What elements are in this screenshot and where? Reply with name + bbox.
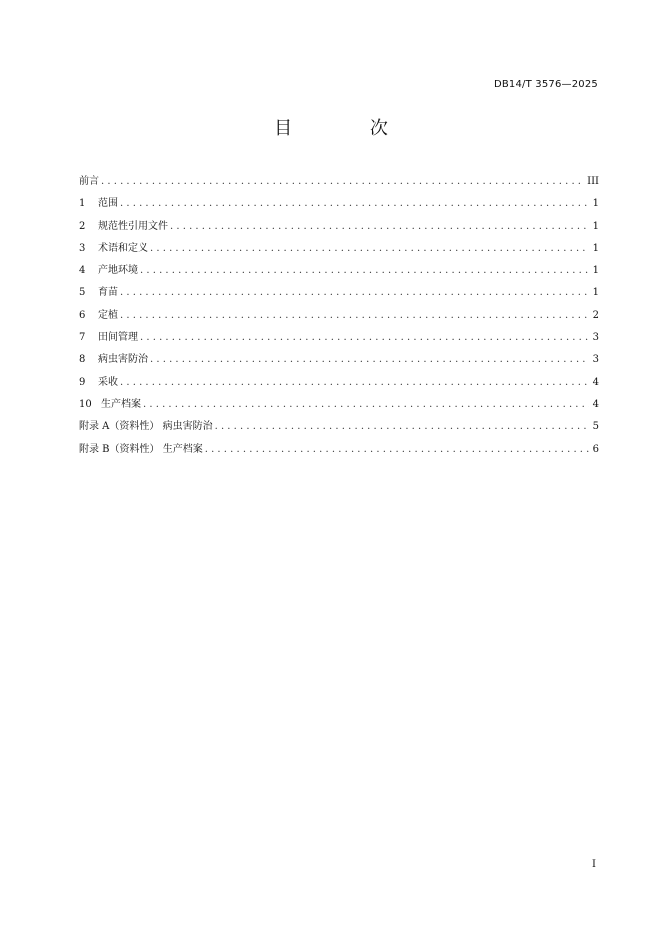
leader-dots <box>101 174 583 190</box>
leader-dots <box>120 285 589 301</box>
table-of-contents <box>79 174 599 464</box>
toc-entry-label: 规范性引用文件 <box>98 220 168 232</box>
leader-dots <box>120 375 589 391</box>
toc-entry-page: 1 <box>592 287 599 299</box>
toc-entry-label: 术语和定义 <box>98 242 148 254</box>
leader-dots <box>120 308 589 324</box>
toc-entry-page: 3 <box>592 354 599 366</box>
toc-entry-page: 4 <box>592 398 599 410</box>
toc-entry-label: 田间管理 <box>98 332 138 344</box>
leader-dots <box>120 196 589 212</box>
toc-entry-page: 1 <box>592 198 599 210</box>
toc-entry-number: 6 <box>79 309 86 321</box>
toc-entry-number: 7 <box>79 332 86 344</box>
toc-entry-number: 1 <box>79 198 86 210</box>
toc-entry-page: 2 <box>592 309 599 321</box>
toc-entry-page: 3 <box>592 332 599 344</box>
toc-entry-label: 附录 A（资料性） 病虫害防治 <box>79 421 213 433</box>
toc-entry-page: 1 <box>592 220 599 232</box>
toc-entry[interactable] <box>79 308 599 330</box>
toc-entry[interactable] <box>79 285 599 307</box>
toc-entry[interactable] <box>79 397 599 419</box>
toc-entry-label: 生产档案 <box>101 398 141 410</box>
toc-entry-number: 3 <box>79 242 86 254</box>
leader-dots <box>170 219 589 235</box>
leader-dots <box>205 442 589 458</box>
leader-dots <box>140 330 589 346</box>
leader-dots <box>143 397 589 413</box>
toc-entry[interactable] <box>79 375 599 397</box>
toc-entry-page: 1 <box>592 242 599 254</box>
toc-entry-label: 采收 <box>98 376 118 388</box>
toc-entry-label: 范围 <box>98 198 118 210</box>
toc-entry-label: 定植 <box>98 309 118 321</box>
toc-entry-label: 病虫害防治 <box>98 354 148 366</box>
toc-entry-number: 5 <box>79 287 86 299</box>
toc-entry[interactable] <box>79 196 599 218</box>
leader-dots <box>150 352 589 368</box>
toc-entry-page: 4 <box>592 376 599 388</box>
toc-entry[interactable] <box>79 330 599 352</box>
toc-entry[interactable] <box>79 241 599 263</box>
toc-entry-label: 附录 B（资料性） 生产档案 <box>79 443 203 455</box>
toc-entry-number: 4 <box>79 265 86 277</box>
page-number: I <box>592 859 596 870</box>
standard-code: DB14/T 3576—2025 <box>493 79 598 90</box>
toc-entry[interactable] <box>79 352 599 374</box>
toc-entry-number: 9 <box>79 376 86 388</box>
toc-entry[interactable] <box>79 263 599 285</box>
toc-entry-page: 1 <box>592 265 599 277</box>
toc-entry-appendix[interactable] <box>79 442 599 464</box>
leader-dots <box>140 263 589 279</box>
toc-entry-page: 6 <box>592 443 599 455</box>
toc-entry-number: 10 <box>79 398 92 410</box>
leader-dots <box>150 241 589 257</box>
leader-dots <box>215 419 589 435</box>
toc-entry-page: III <box>587 176 599 187</box>
toc-entry-number: 8 <box>79 354 86 366</box>
toc-entry-page: 5 <box>592 421 599 433</box>
toc-entry-label: 产地环境 <box>98 265 138 277</box>
toc-entry-label: 育苗 <box>98 287 118 299</box>
toc-entry[interactable] <box>79 174 599 196</box>
toc-entry-label: 前言 <box>79 176 99 187</box>
page-title: 目 次 <box>274 118 424 139</box>
toc-entry[interactable] <box>79 219 599 241</box>
toc-entry-number: 2 <box>79 220 86 232</box>
toc-entry-appendix[interactable] <box>79 419 599 441</box>
